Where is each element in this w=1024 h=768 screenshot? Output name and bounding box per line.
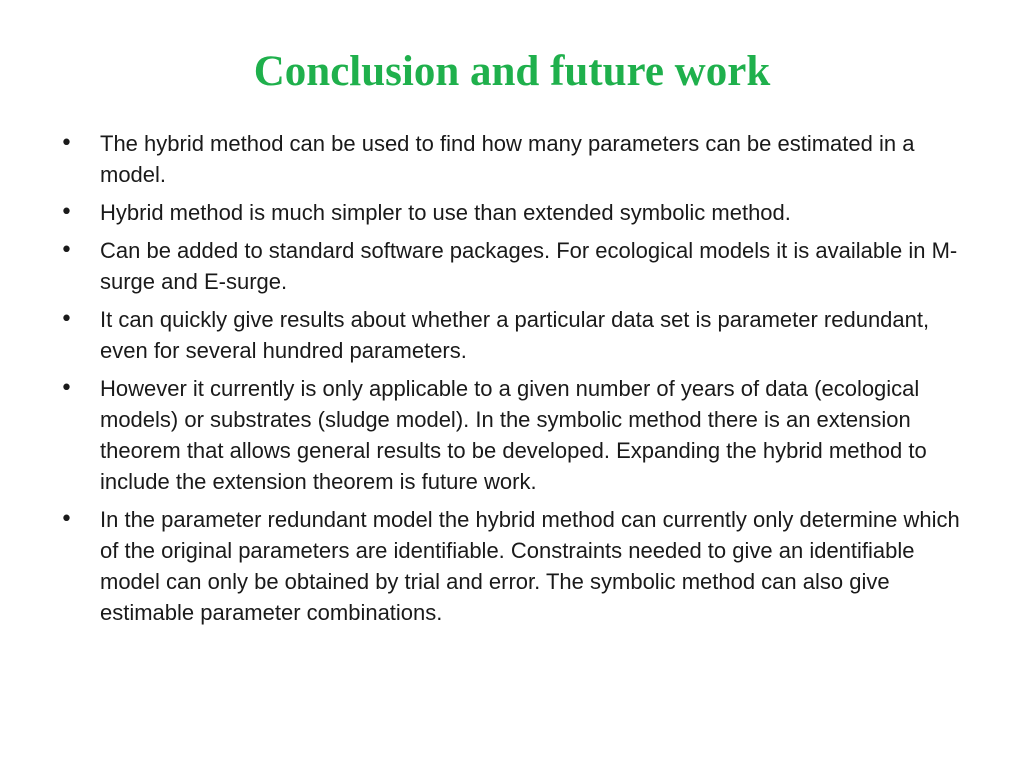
bullet-text: The hybrid method can be used to find how many parameters can be estimated in a model.	[100, 131, 915, 187]
bullet-item	[60, 128, 980, 190]
bullet-text: Can be added to standard software packages. For ecological models it is available in M-surge and E-surge.	[100, 238, 958, 294]
bullet-item	[60, 235, 980, 297]
bullet-icon: •	[60, 200, 73, 225]
bullet-icon: •	[60, 507, 73, 532]
bullet-item	[60, 197, 980, 228]
bullet-icon: •	[60, 307, 73, 332]
bullet-icon: •	[60, 376, 73, 401]
slide-title: Conclusion and future work	[253, 48, 771, 95]
bullet-icon: •	[60, 131, 73, 156]
bullet-item	[60, 504, 980, 628]
bullet-text: In the parameter redundant model the hybrid method can currently only determine which of the original parameters are identifiable. Constraints needed to give an identifiable model can only be obtained by trial and error. The symbolic method can also give estimable parameter combinations.	[100, 507, 960, 625]
bullet-icon: •	[60, 238, 73, 263]
bullet-text: It can quickly give results about whether a particular data set is parameter redundant, even for several hundred parameters.	[100, 307, 930, 363]
bullet-item	[60, 304, 980, 366]
bullet-list	[60, 128, 980, 635]
bullet-item	[60, 373, 980, 497]
bullet-text: However it currently is only applicable to a given number of years of data (ecological models) or substrates (sludge model). In the symbolic method there is an extension theorem that allows general results to be developed. Expanding the hybrid method to include the extension theorem is future work.	[100, 376, 927, 494]
bullet-text: Hybrid method is much simpler to use than extended symbolic method.	[100, 200, 791, 225]
